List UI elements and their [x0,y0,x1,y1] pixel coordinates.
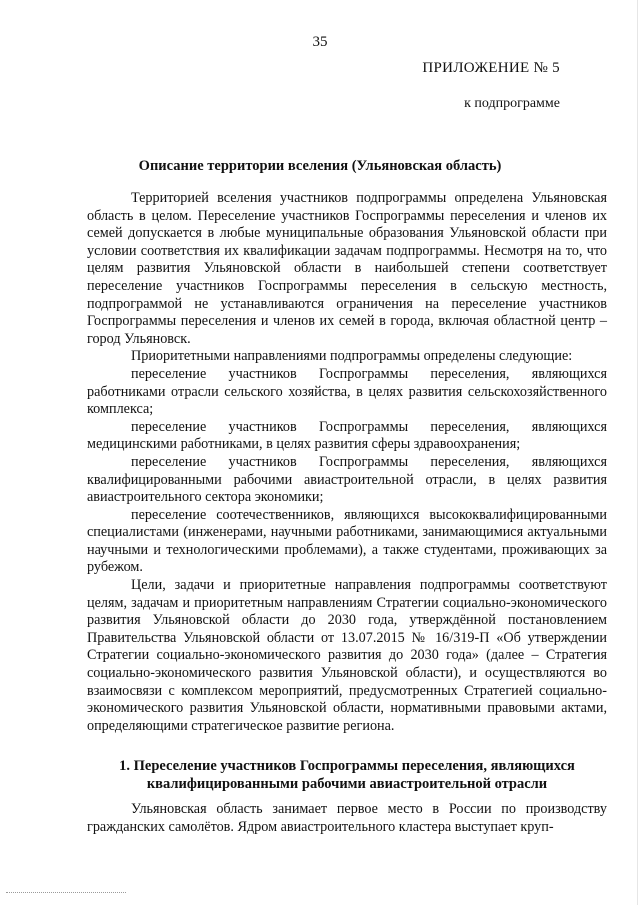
page-number: 35 [312,34,328,50]
scan-artifact [6,892,126,894]
paragraph: Ульяновская область занимает первое место в России по производству гражданских самолётов. Ядром авиастроительного кластера выступает круп- [87,801,607,835]
appendix-title: ПРИЛОЖЕНИЕ № 5 [422,60,560,76]
document-title: Описание территории вселения (Ульяновская область) [138,158,502,174]
paragraph: Приоритетными направлениями подпрограммы определены следующие: [131,348,573,365]
section-heading: 1. Переселение участников Госпрограммы переселения, являющихся квалифицированными рабочими авиастроительной отрасли [119,758,575,792]
paragraph: переселение соотечественников, являющихся высококвалифицированными специалистами (инженерами, научными работниками, занимающимися актуальными научными и технологическими проблемами), а также студентами, проживающих за рубежом. [87,506,607,576]
paragraph: переселение участников Госпрограммы переселения, являющихся работниками отрасли сельского хозяйства, в целях развития сельскохозяйственного комплекса; [87,365,607,418]
document-body [87,190,607,735]
paragraph: Территорией вселения участников подпрограммы определена Ульяновская область в целом. Переселение участников Госпрограммы переселения и членов их семей допускается в любые муниципальные образования Ульяновской области при условии соответствия их квалификации задачам подпрограммы. Несмотря на то, что целям развития Ульяновской области в наибольшей степени соответствует переселение участников Госпрограммы переселения в сельскую местность, подпрограммой не устанавливаются ограничения на переселение участников Госпрограммы переселения и членов их семей в города, включая областной центр – город Ульяновск. [87,190,607,347]
paragraph: переселение участников Госпрограммы переселения, являющихся медицинскими работниками, в целях развития сферы здравоохранения; [87,418,607,453]
section-body [87,800,607,836]
appendix-subtitle: к подпрограмме [464,96,560,111]
paragraph: Цели, задачи и приоритетные направления подпрограммы соответствуют целям, задачам и приоритетным направлениям Стратегии социально-экономического развития Ульяновской области до 2030 года, утверждённой постановлением Правительства Ульяновской области от 13.07.2015 № 16/319-П «Об утверждении Стратегии социально-экономического развития до 2030 года» (далее – Стратегия социально-экономического развития Ульяновской области), и осуществляются во взаимосвязи с комплексом мероприятий, предусмотренных Стратегией социально-экономического развития Ульяновской области, нормативными правовыми актами, определяющими стратегическое развитие региона. [87,577,607,734]
scan-edge [637,0,638,905]
paragraph: переселение участников Госпрограммы переселения, являющихся квалифицированными рабочими авиастроительной отрасли, в целях развития авиастроительного сектора экономики; [87,453,607,506]
